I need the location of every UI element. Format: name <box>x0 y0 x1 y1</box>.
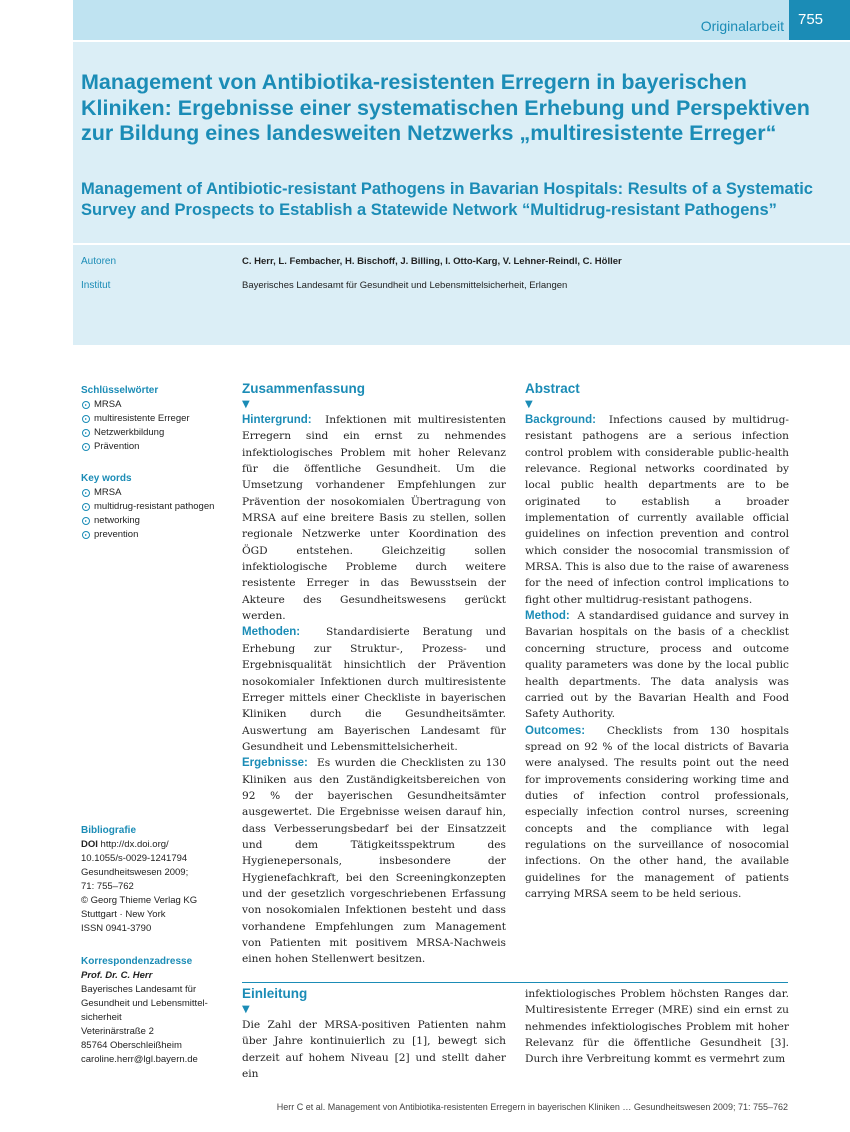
keyword-item: networking <box>81 514 221 528</box>
footer-citation: Herr C et al. Management von Antibiotika-resistenten Erregern in bayerischen Kliniken … Gesundheitswesen 2009; 71: 755–762 <box>276 1102 788 1112</box>
doi-value: 10.1055/s-0029-1241794 <box>81 853 188 864</box>
outcomes-label: Outcomes: <box>525 724 586 737</box>
method-label: Method: <box>525 610 570 623</box>
journal-line: Gesundheitswesen 2009; <box>81 867 189 878</box>
keyword-item: Netzwerkbildung <box>81 426 221 440</box>
authors: C. Herr, L. Fembacher, H. Bischoff, J. Billing, I. Otto-Karg, V. Lehner-Reindl, C. Höller <box>242 256 622 267</box>
outcomes-paragraph <box>525 723 789 903</box>
bullet-icon <box>82 429 90 437</box>
section-divider <box>242 982 788 983</box>
background-text: Infections caused by multidrug-resistant pathogens are a serious infection control problem with considerable public-health relevance. Regional networks coordinated by local public health departments are to be originated to establish a broader implementation of currently available official guidelines on infection prevention and control which consider the nosocomial transmission of MRSA. This is also due to the raise of awareness for the need of infection control implications to fight other multidrug-resistant pathogens. <box>525 414 789 606</box>
section-label: Originalarbeit <box>700 18 784 34</box>
article-header <box>73 0 850 345</box>
issn: ISSN 0941-3790 <box>81 923 152 934</box>
correspondence-heading: Korrespondenzadresse <box>81 956 193 967</box>
triangle-down-icon: ▼ <box>525 399 533 410</box>
abstract-section <box>525 380 789 902</box>
header-divider <box>73 40 850 42</box>
title-english: Management of Antibiotic-resistant Pathogens in Bavarian Hospitals: Results of a Systematic Survey and Prospects to Establish a Statewide Network “Multidrug-resistant Pathogens” <box>81 180 813 219</box>
doi-link[interactable]: http://dx.doi.org/ <box>100 839 169 850</box>
ergebnisse-paragraph <box>242 755 506 967</box>
address-line: sicherheit <box>81 1012 122 1023</box>
ergebnisse-label: Ergebnisse: <box>242 757 308 770</box>
methoden-text: Standardisierte Beratung und Erhebung zur Struktur-, Prozess- und Ergebnisqualität hinsichtlich der Prävention nosokomialer Infektionen durch multiresistente Erreger mittels einer Checkliste in bayerischen Kliniken durch die Gesundheitsämter. Auswertung am Bayerischen Landesamt für Gesundheit und Lebensmittelsicherheit. <box>242 626 506 753</box>
address-line: Gesundheit und Lebensmittel- <box>81 998 208 1009</box>
hintergrund-label: Hintergrund: <box>242 414 312 426</box>
ergebnisse-text: Es wurden die Checklisten zu 130 Kliniken aus den Zuständigkeitsbereichen von 92 % der bayerischen Gesundheitsämter ausgewertet. Die Ergebnisse weisen darauf hin, dass Verbesserungsbedarf bei der Einsatzzeit und dem Tätigkeitsspektrum des Hygienepersonals, insbesondere der Hygienefachkraft, bei den Screeningkonzepten und der gesetzlich vorgeschriebenen Erfassung von nosokomialen Infektionen besteht und dass vorhandene Empfehlungen zum Management von Patienten mit positivem MRSA-Nachweis einen hohen Stellenwert besitzen. <box>242 757 506 966</box>
bibliography-heading: Bibliografie <box>81 825 137 836</box>
bullet-icon <box>82 531 90 539</box>
keywords-de-heading: Schlüsselwörter <box>81 385 159 396</box>
bullet-icon <box>82 517 90 525</box>
address-line: 85764 Oberschleißheim <box>81 1040 182 1051</box>
keyword-item: prevention <box>81 528 221 542</box>
authors-label: Autoren <box>81 256 117 267</box>
bullet-icon <box>82 489 90 497</box>
abstract-heading: Abstract <box>525 381 580 396</box>
page-number: 755 <box>789 0 850 40</box>
keywords-en-heading: Key words <box>81 473 132 484</box>
bullet-icon <box>82 415 90 423</box>
title-divider <box>73 243 850 245</box>
einleitung-heading: Einleitung <box>242 986 308 1001</box>
triangle-down-icon: ▼ <box>242 1004 250 1015</box>
keyword-item: multiresistente Erreger <box>81 412 221 426</box>
hintergrund-paragraph <box>242 412 506 624</box>
method-paragraph <box>525 608 789 722</box>
einleitung-text-left: Die Zahl der MRSA-positiven Patienten nahm über Jahre kontinuierlich zu [1], bewegt sich derzeit auf hohem Niveau [2] und stellt daher ein <box>242 1019 506 1081</box>
address-line: Bayerisches Landesamt für <box>81 984 197 995</box>
email-link[interactable]: caroline.herr@lgl.bayern.de <box>81 1054 198 1065</box>
volume-pages: 71: 755–762 <box>81 881 134 892</box>
address-line: Veterinärstraße 2 <box>81 1026 154 1037</box>
zusammenfassung-heading: Zusammenfassung <box>242 381 366 396</box>
methoden-paragraph <box>242 624 506 755</box>
correspondence <box>81 955 221 1067</box>
einleitung-continued <box>525 986 789 1068</box>
keywords-german <box>81 384 221 454</box>
einleitung-text-right: infektiologisches Problem höchsten Ranges dar. Multiresistente Erreger (MRE) sind ein ernst zu nehmendes infektiologisches Problem mit hoher Relevanz für die öffentliche Gesundheit [3]. Durch ihre Verbreitung kommt es vermehrt zum <box>525 988 789 1066</box>
outcomes-text: Checklists from 130 hospitals spread on 92 % of the local districts of Bavaria were analysed. The results point out the need for improvements considering working time and duties of infection control professionals, especially infection control nurses, screening concepts and the compliance with legal regulations on the surveillance of nosocomial infections. On the other hand, the available guidelines for the management of patients carrying MRSA seem to be held serious. <box>525 724 789 900</box>
keyword-item: multidrug-resistant pathogen <box>81 500 221 514</box>
title-german: Management von Antibiotika-resistenten Erregern in bayerischen Kliniken: Ergebnisse einer systematischen Erhebung und Perspektiven zur Bildung eines landesweiten Netzwerks „multiresistente Erreger“ <box>81 70 810 145</box>
keyword-item: MRSA <box>81 486 221 500</box>
publisher-location: Stuttgart · New York <box>81 909 166 920</box>
bibliography <box>81 824 221 936</box>
keyword-item: MRSA <box>81 398 221 412</box>
background-label: Background: <box>525 414 596 426</box>
triangle-down-icon: ▼ <box>242 399 250 410</box>
methoden-label: Methoden: <box>242 626 301 639</box>
institute-label: Institut <box>81 280 111 291</box>
zusammenfassung-section <box>242 380 506 968</box>
einleitung-section <box>242 985 506 1082</box>
bullet-icon <box>82 443 90 451</box>
bullet-icon <box>82 401 90 409</box>
keywords-english <box>81 472 221 542</box>
publisher: © Georg Thieme Verlag KG <box>81 895 198 906</box>
keyword-item: Prävention <box>81 440 221 454</box>
institute: Bayerisches Landesamt für Gesundheit und Lebensmittelsicherheit, Erlangen <box>242 280 568 291</box>
bullet-icon <box>82 503 90 511</box>
hintergrund-text: Infektionen mit multiresistenten Erregern sind ein ernst zu nehmendes infektiologisches Problem mit hoher Relevanz für die öffentliche Gesundheit. Um die Umsetzung vorhandener Empfehlungen zur Prävention der nosokomialen Übertragung von MRSA auf eine breitere Basis zu stellen, sollen regionale Netzwerke unter Koordination des ÖGD entstehen. Gleichzeitig sollen infektiologische Probleme durch weitere resistente Erreger in das Bewusstsein der Akteure des Gesundheitswesens gerückt werden. <box>242 414 506 623</box>
doi-label: DOI <box>81 839 98 850</box>
method-text: A standardised guidance and survey in Bavarian hospitals on the basis of a checklist concerning structure, process and outcome quality parameters was done by the local public health departments. The data analysis was carried out by the Bavarian Health and Food Safety Authority. <box>525 610 789 721</box>
background-paragraph <box>525 412 789 608</box>
correspondence-name: Prof. Dr. C. Herr <box>81 970 153 981</box>
